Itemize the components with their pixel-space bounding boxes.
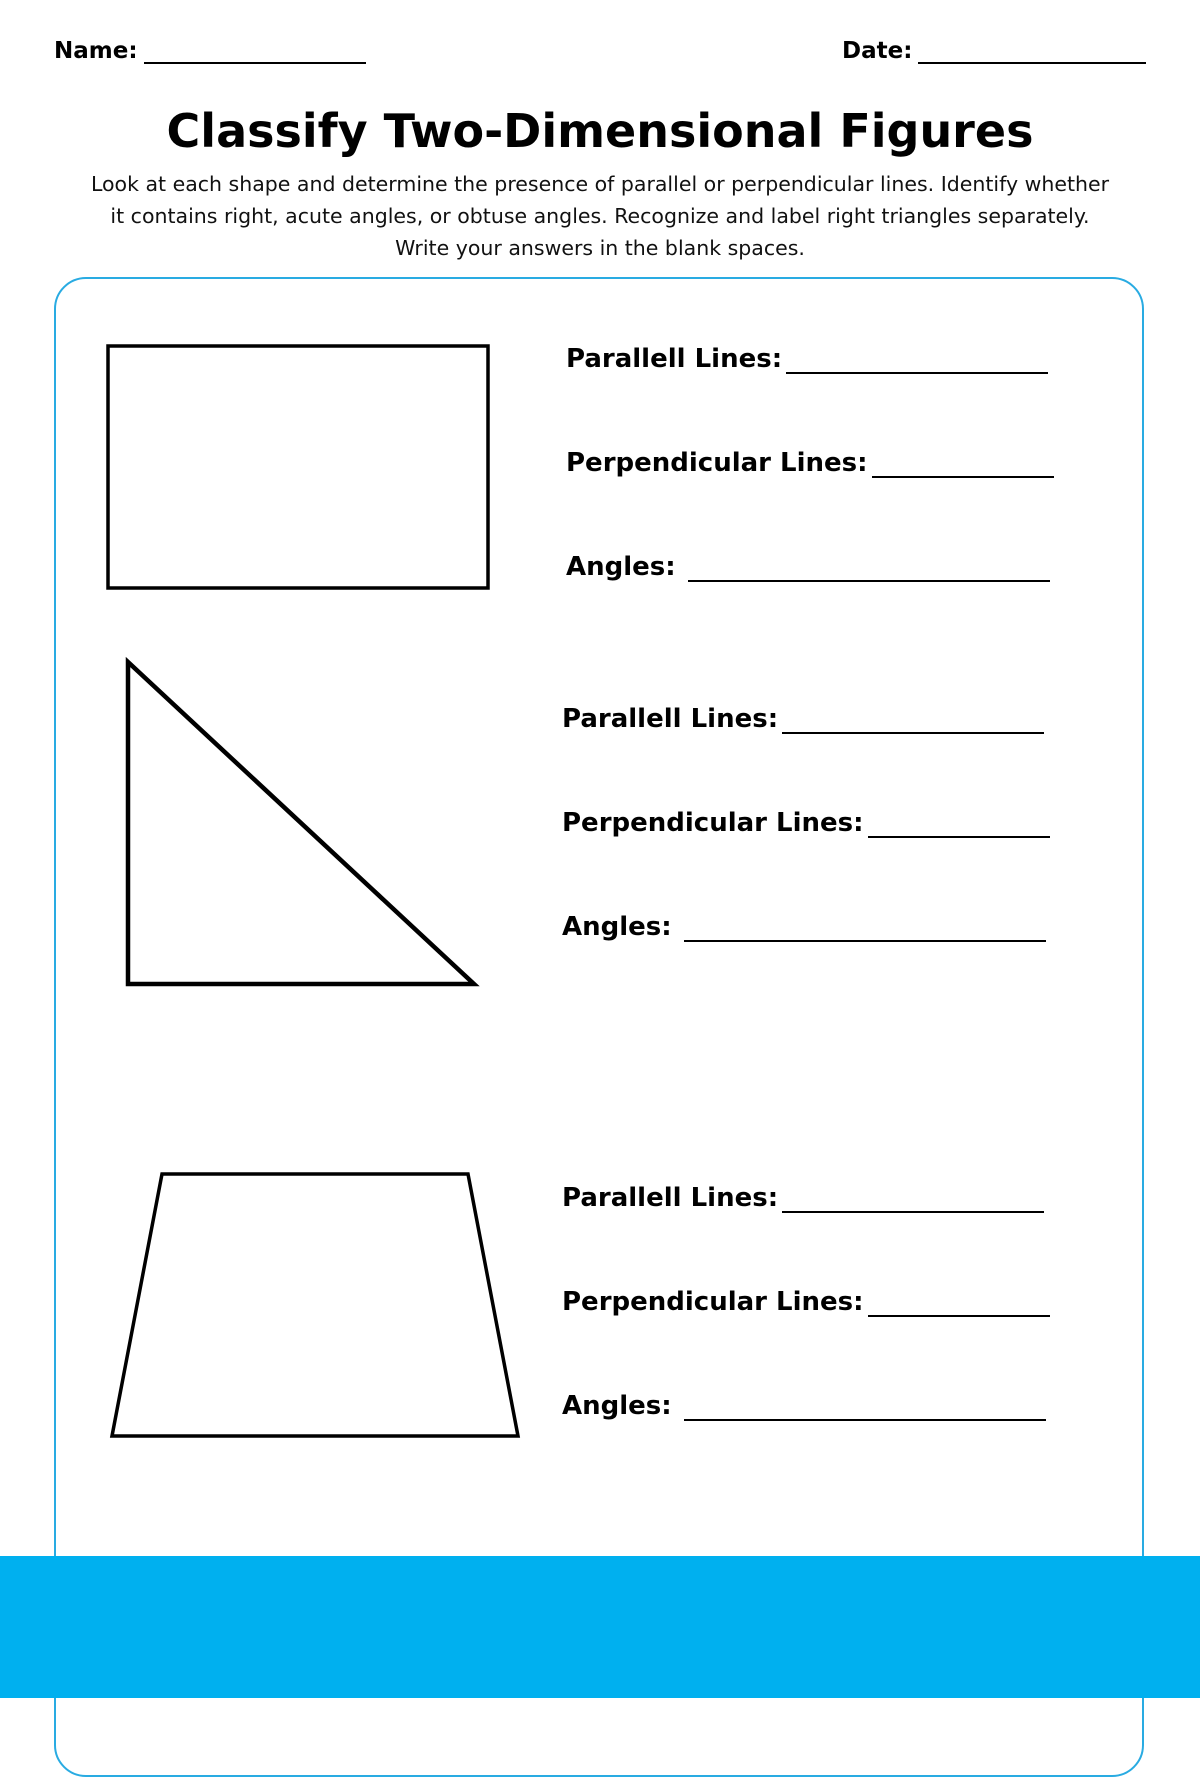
page-title: Classify Two-Dimensional Figures bbox=[166, 104, 1034, 158]
trapezoid-shape bbox=[112, 1174, 518, 1436]
parallel-lines-label: Parallell Lines: bbox=[566, 344, 783, 374]
footer-band bbox=[0, 1556, 1200, 1698]
date-blank[interactable] bbox=[918, 38, 1146, 64]
angles-blank[interactable] bbox=[684, 912, 1046, 942]
parallel-lines-blank[interactable] bbox=[786, 344, 1048, 374]
right-triangle-shape bbox=[128, 662, 474, 984]
angles-label: Angles: bbox=[566, 552, 676, 582]
trapezoid-figure bbox=[104, 1168, 534, 1448]
angles-field[interactable] bbox=[562, 912, 1046, 942]
perpendicular-lines-label: Perpendicular Lines: bbox=[562, 808, 864, 838]
angles-blank[interactable] bbox=[684, 1391, 1046, 1421]
perpendicular-lines-blank[interactable] bbox=[868, 808, 1050, 838]
angles-field[interactable] bbox=[566, 552, 1050, 582]
perpendicular-lines-blank[interactable] bbox=[872, 448, 1054, 478]
name-field[interactable] bbox=[54, 38, 366, 64]
parallel-lines-label: Parallell Lines: bbox=[562, 1183, 779, 1213]
name-label: Name: bbox=[54, 38, 138, 64]
perpendicular-lines-field[interactable] bbox=[562, 808, 1050, 838]
angles-field[interactable] bbox=[562, 1391, 1046, 1421]
perpendicular-lines-blank[interactable] bbox=[868, 1287, 1050, 1317]
rectangle-figure bbox=[100, 338, 500, 598]
perpendicular-lines-label: Perpendicular Lines: bbox=[566, 448, 868, 478]
angles-label: Angles: bbox=[562, 1391, 672, 1421]
angles-blank[interactable] bbox=[688, 552, 1050, 582]
parallel-lines-blank[interactable] bbox=[782, 1183, 1044, 1213]
right-triangle-figure bbox=[118, 656, 488, 996]
perpendicular-lines-field[interactable] bbox=[566, 448, 1054, 478]
rectangle-shape bbox=[108, 346, 488, 588]
parallel-lines-blank[interactable] bbox=[782, 704, 1044, 734]
name-blank[interactable] bbox=[144, 38, 366, 64]
parallel-lines-field[interactable] bbox=[562, 1183, 1044, 1213]
date-label: Date: bbox=[842, 38, 913, 64]
parallel-lines-field[interactable] bbox=[566, 344, 1048, 374]
date-field[interactable] bbox=[842, 38, 1146, 64]
perpendicular-lines-label: Perpendicular Lines: bbox=[562, 1287, 864, 1317]
perpendicular-lines-field[interactable] bbox=[562, 1287, 1050, 1317]
instructions: Look at each shape and determine the presence of parallel or perpendicular lines. Identify whether it contains right, acute angles, or obtuse angles. Recognize and label right triangles separately. Write your answers in the blank spaces. bbox=[90, 172, 1110, 260]
parallel-lines-label: Parallell Lines: bbox=[562, 704, 779, 734]
parallel-lines-field[interactable] bbox=[562, 704, 1044, 734]
angles-label: Angles: bbox=[562, 912, 672, 942]
